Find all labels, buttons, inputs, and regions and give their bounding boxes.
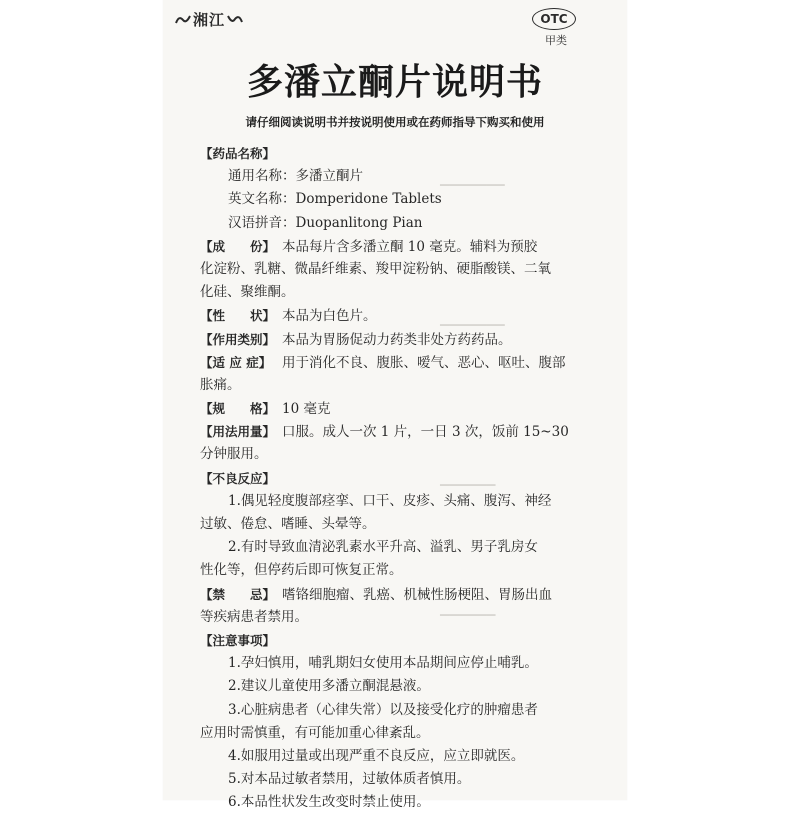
indications-text-1: 用于消化不良、腹胀、嗳气、恶心、呕吐、腹部 (282, 354, 566, 371)
generic-name: 通用名称：多潘立酮片 (228, 168, 363, 185)
bleed-through-mark: ▁▁▁▁▁▁▁ (440, 312, 505, 326)
precaution-item-4: 4.如服用过量或出现严重不良反应，应立即就医。 (228, 747, 525, 764)
pinyin-name: 汉语拼音：Duopanlitong Pian (228, 214, 423, 231)
wave-right-icon (227, 12, 243, 26)
section-category (200, 328, 600, 351)
precaution-item-2: 2.建议儿童使用多潘立酮混悬液。 (228, 678, 430, 695)
precaution-item-5: 5.对本品过敏者禁用，过敏体质者慎用。 (228, 771, 471, 788)
contra-text-2: 等疾病患者禁用。 (200, 608, 308, 625)
usage-heading: 【用法用量】 (200, 424, 276, 440)
composition-text-2: 化淀粉、乳糖、微晶纤维素、羧甲淀粉钠、硬脂酸镁、二氧 (200, 260, 551, 277)
precaution-item-3-line-2: 应用时需慎重，有可能加重心律紊乱。 (200, 724, 430, 741)
otc-badge: OTC (532, 8, 576, 30)
adverse-item-2-line-2: 性化等，但停药后即可恢复正常。 (200, 562, 403, 579)
adverse-item-1-line-2: 过敏、倦怠、嗜睡、头晕等。 (200, 516, 376, 532)
usage-text-2: 分钟服用。 (200, 446, 268, 463)
document-title: 多潘立酮片说明书 (246, 62, 543, 103)
section-spec (200, 397, 600, 420)
adverse-item-1-line-1: 1.偶见轻度腹部痉挛、口干、皮疹、头痛、腹泻、神经 (228, 492, 552, 509)
english-name: 英文名称：Domperidone Tablets (228, 191, 442, 208)
bleed-through-mark: ▁▁▁▁▁▁▁ (440, 172, 505, 186)
usage-notice: 请仔细阅读说明书并按说明使用或在药师指导下购买和使用 (245, 115, 545, 129)
indications-text-2: 胀痛。 (200, 376, 241, 393)
section-indications (200, 351, 600, 374)
character-text: 本品为白色片。 (282, 308, 377, 325)
contra-text-1: 嗜铬细胞瘤、乳癌、机械性肠梗阻、胃肠出血 (282, 586, 552, 603)
indications-heading: 【适 应 症】 (200, 354, 272, 370)
precaution-item-6: 6.本品性状发生改变时禁止使用。 (228, 794, 430, 811)
section-adverse-heading: 【不良反应】 (200, 470, 276, 486)
section-contraindications (200, 583, 600, 606)
brand-logo (175, 8, 243, 30)
section-composition (200, 235, 600, 258)
character-heading: 【性 状】 (200, 308, 276, 324)
adverse-item-2-line-1: 2.有时导致血清泌乳素水平升高、溢乳、男子乳房女 (228, 539, 538, 556)
section-drug-name-heading: 【药品名称】 (200, 146, 276, 161)
leaflet-body (200, 142, 600, 814)
bleed-through-mark: ▁▁▁▁▁▁ (440, 472, 496, 486)
brand-name: 湘江 (193, 10, 226, 29)
wave-left-icon (175, 12, 191, 26)
precaution-item-1: 1.孕妇慎用，哺乳期妇女使用本品期间应停止哺乳。 (228, 655, 538, 672)
composition-text-3: 化硅、聚维酮。 (200, 284, 295, 301)
spec-heading: 【规 格】 (200, 401, 276, 417)
section-usage (200, 420, 600, 443)
contra-heading: 【禁 忌】 (200, 586, 276, 602)
bleed-through-mark: ▁▁▁▁▁▁ (440, 602, 496, 616)
spec-text: 10 毫克 (282, 401, 331, 418)
precaution-item-3-line-1: 3.心脏病患者（心律失常）以及接受化疗的肿瘤患者 (228, 701, 538, 718)
category-heading: 【作用类别】 (200, 331, 276, 347)
composition-heading: 【成 份】 (200, 238, 276, 254)
usage-text-1: 口服。成人一次 1 片，一日 3 次，饭前 15~30 (282, 424, 569, 441)
section-precautions-heading: 【注意事项】 (200, 632, 276, 648)
otc-class-label: 甲类 (545, 34, 567, 47)
category-text: 本品为胃肠促动力药类非处方药药品。 (282, 331, 512, 348)
section-character (200, 304, 600, 327)
composition-text-1: 本品每片含多潘立酮 10 毫克。辅料为预胶 (282, 238, 538, 255)
